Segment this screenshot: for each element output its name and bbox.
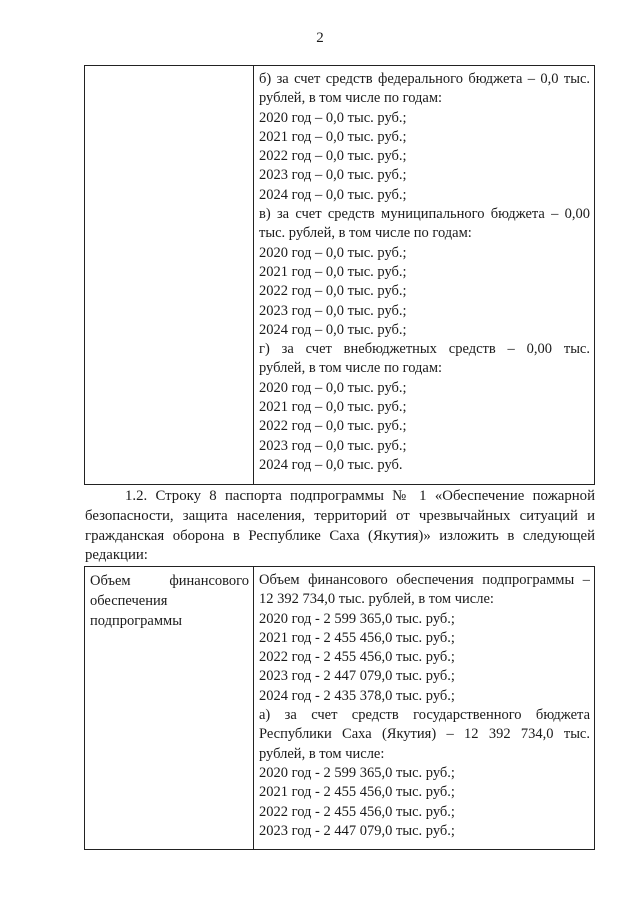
table1-line: 2023 год – 0,0 тыс. руб.; bbox=[259, 437, 407, 454]
table1-line: 2021 год – 0,0 тыс. руб.; bbox=[259, 263, 407, 280]
table1-line: 2024 год – 0,0 тыс. руб. bbox=[259, 456, 403, 473]
table2-line: 2021 год - 2 455 456,0 тыс. руб.; bbox=[259, 784, 455, 801]
table1-line: 2022 год – 0,0 тыс. руб.; bbox=[259, 148, 407, 165]
table2-line: а) за счет средств государственного бюджета bbox=[259, 707, 590, 724]
label-line: подпрограммы bbox=[90, 613, 182, 629]
table1-line: 2020 год – 0,0 тыс. руб.; bbox=[259, 379, 407, 396]
label-word-1: Объем bbox=[90, 573, 131, 589]
table1-line: рублей, в том числе по годам: bbox=[259, 360, 443, 377]
amendment-paragraph bbox=[85, 487, 595, 566]
table2-line: Республики Саха (Якутия) – 12 392 734,0 тыс. bbox=[259, 726, 590, 743]
passport-table-row-8 bbox=[84, 566, 595, 850]
table1-line: г) за счет внебюджетных средств – 0,00 тыс. bbox=[259, 341, 590, 358]
table2-line: 12 392 734,0 тыс. рублей, в том числе: bbox=[259, 591, 494, 608]
table1-left-cell bbox=[85, 66, 254, 485]
table1-line: в) за счет средств муниципального бюджета – 0,00 bbox=[259, 206, 590, 223]
label-line: обеспечения bbox=[90, 593, 168, 609]
table1-line: 2024 год – 0,0 тыс. руб.; bbox=[259, 321, 407, 338]
funding-lines-list bbox=[259, 571, 590, 841]
label-word-2: финансового bbox=[169, 573, 249, 589]
table1-line: 2023 год – 0,0 тыс. руб.; bbox=[259, 167, 407, 184]
table2-label-cell bbox=[85, 567, 254, 850]
table2-line: 2024 год - 2 435 378,0 тыс. руб.; bbox=[259, 687, 455, 704]
table2-line: 2021 год - 2 455 456,0 тыс. руб.; bbox=[259, 629, 455, 646]
table2-line: 2023 год - 2 447 079,0 тыс. руб.; bbox=[259, 822, 455, 839]
table2-line: рублей, в том числе: bbox=[259, 745, 385, 762]
table1-line: 2020 год – 0,0 тыс. руб.; bbox=[259, 244, 407, 261]
table2-line: Объем финансового обеспечения подпрограммы – bbox=[259, 572, 590, 588]
table1-line: 2023 год – 0,0 тыс. руб.; bbox=[259, 302, 407, 319]
table2-line: 2022 год - 2 455 456,0 тыс. руб.; bbox=[259, 649, 455, 666]
table1-line: 2022 год – 0,0 тыс. руб.; bbox=[259, 418, 407, 435]
table1-line: 2024 год – 0,0 тыс. руб.; bbox=[259, 186, 407, 203]
label-line bbox=[90, 571, 249, 591]
table2-line: 2020 год - 2 599 365,0 тыс. руб.; bbox=[259, 610, 455, 627]
table2-line: 2022 год - 2 455 456,0 тыс. руб.; bbox=[259, 803, 455, 820]
funding-lines-list bbox=[259, 70, 590, 475]
table1-line: рублей, в том числе по годам: bbox=[259, 90, 443, 107]
table1-line: 2021 год – 0,0 тыс. руб.; bbox=[259, 128, 407, 145]
table1-line: б) за счет средств федерального бюджета – 0,0 тыс. bbox=[259, 71, 590, 87]
table1-line: 2020 год – 0,0 тыс. руб.; bbox=[259, 109, 407, 126]
table2-line: 2020 год - 2 599 365,0 тыс. руб.; bbox=[259, 764, 455, 781]
passport-table-continuation bbox=[84, 65, 595, 485]
table1-right-cell bbox=[254, 66, 595, 485]
amendment-text: 1.2. Строку 8 паспорта подпрограммы № 1 «Обеспечение пожарной безопасности, защита населения, территорий от чрезвычайных ситуаций и гражданская оборона в Республике Саха (Якутия)» изложить в следующей редакции: bbox=[85, 488, 595, 564]
table2-line: 2023 год - 2 447 079,0 тыс. руб.; bbox=[259, 668, 455, 685]
table1-line: 2022 год – 0,0 тыс. руб.; bbox=[259, 283, 407, 300]
table2-value-cell bbox=[254, 567, 595, 850]
table1-line: тыс. рублей, в том числе по годам: bbox=[259, 225, 472, 242]
page-number: 2 bbox=[316, 30, 324, 46]
table1-line: 2021 год – 0,0 тыс. руб.; bbox=[259, 399, 407, 416]
